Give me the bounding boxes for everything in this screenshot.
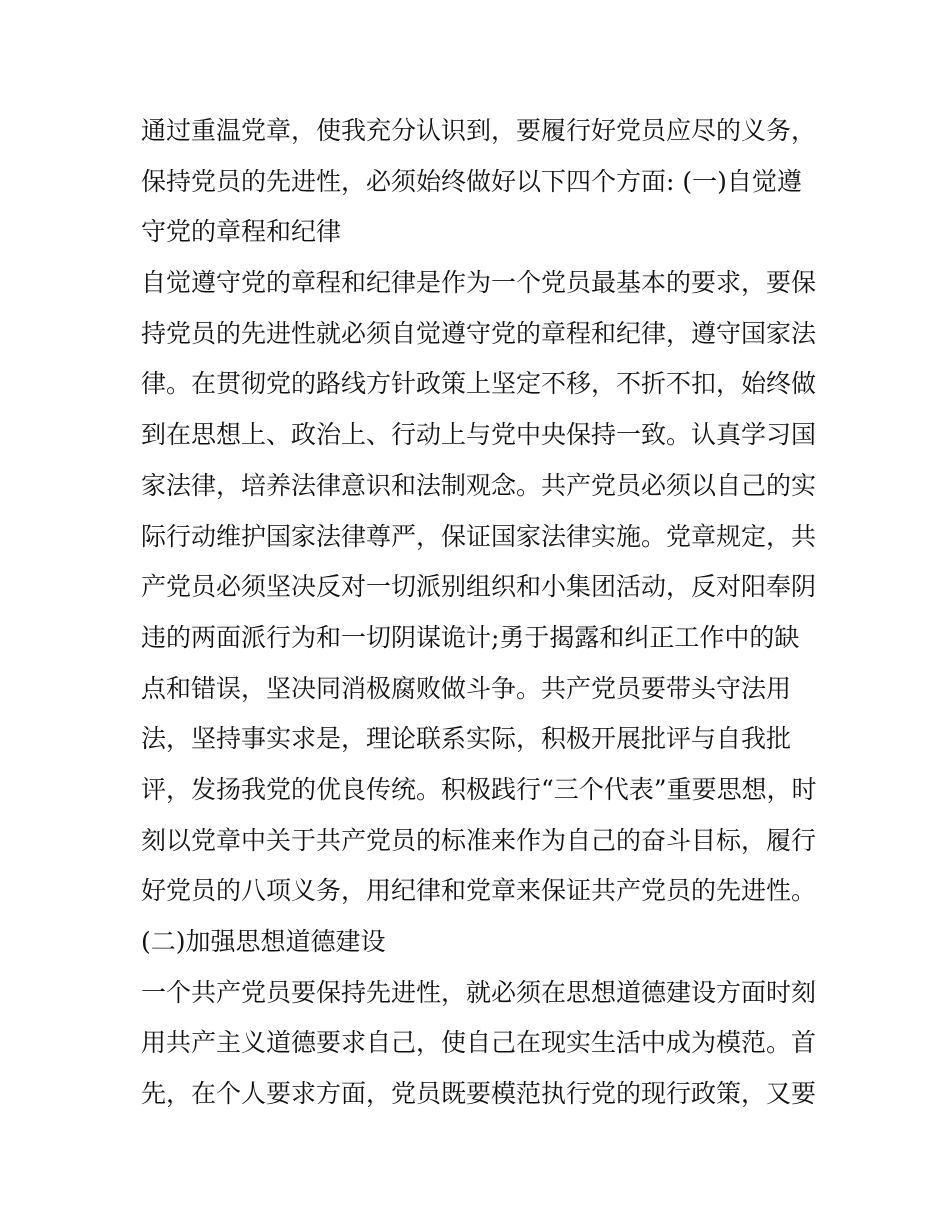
text-line: 际行动维护国家法律尊严，保证国家法律实施。党章规定，共 xyxy=(141,521,817,551)
text-line: 持党员的先进性就必须自觉遵守党的章程和纪律，遵守国家法 xyxy=(141,318,817,348)
body-text xyxy=(141,106,816,1120)
text-line: 律。在贯彻党的路线方针政策上坚定不移，不折不扣，始终做 xyxy=(141,369,817,399)
text-line: 违的两面派行为和一切阴谋诡计;勇于揭露和纠正工作中的缺 xyxy=(141,622,800,652)
text-line: 点和错误，坚决同消极腐败做斗争。共产党员要带头守法用 xyxy=(141,673,792,703)
text-line: 通过重温党章，使我充分认识到，要履行好党员应尽的义务， xyxy=(141,116,817,145)
section-heading-line: 守党的章程和纪律 xyxy=(141,217,342,247)
text-line: 到在思想上、政治上、行动上与党中央保持一致。认真学习国 xyxy=(141,420,817,450)
text-line: 刻以党章中关于共产党员的标准来作为自己的奋斗目标，履行 xyxy=(141,825,817,855)
text-line: 先，在个人要求方面，党员既要模范执行党的现行政策，又要 xyxy=(141,1079,817,1109)
text-line: 自觉遵守党的章程和纪律是作为一个党员最基本的要求，要保 xyxy=(141,268,817,298)
text-line: 法，坚持事实求是，理论联系实际，积极开展批评与自我批 xyxy=(141,724,792,754)
text-line: 好党员的八项义务，用纪律和党章来保证共产党员的先进性。 xyxy=(141,876,817,906)
section-heading: (二)加强思想道德建设 xyxy=(141,927,386,956)
text-line: 保持党员的先进性，必须始终做好以下四个方面: (一)自觉遵 xyxy=(141,166,802,196)
text-line: 产党员必须坚决反对一切派别组织和小集团活动，反对阳奉阴 xyxy=(141,572,817,602)
text-line: 家法律，培养法律意识和法制观念。共产党员必须以自己的实 xyxy=(141,470,817,500)
text-line: 一个共产党员要保持先进性，就必须在思想道德建设方面时刻 xyxy=(141,977,817,1007)
text-line: 评，发扬我党的优良传统。积极践行“三个代表”重要思想，时 xyxy=(141,774,817,804)
text-line: 用共产主义道德要求自己，使自己在现实生活中成为模范。首 xyxy=(141,1028,817,1058)
